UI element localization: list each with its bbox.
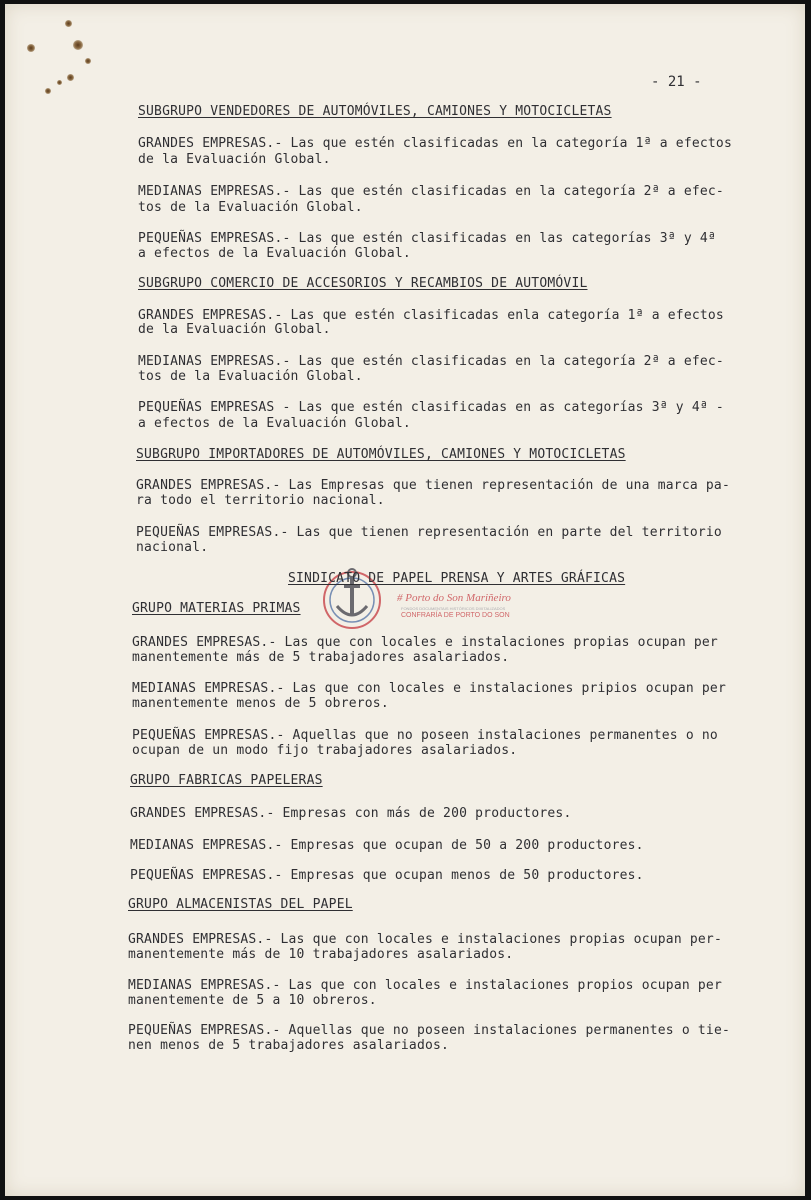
paragraph-line: ra todo el territorio nacional. — [136, 493, 385, 508]
paragraph-line: PEQUEÑAS EMPRESAS.- Las que estén clasificadas en las categorías 3ª y 4ª — [138, 231, 716, 246]
seal-title: # Porto do Son Mariñeiro — [397, 592, 511, 604]
heading-subgrupo-accesorios: SUBGRUPO COMERCIO DE ACCESORIOS Y RECAMBIOS DE AUTOMÓVIL — [138, 276, 588, 291]
paragraph-line: PEQUEÑAS EMPRESAS.- Empresas que ocupan menos de 50 productores. — [130, 868, 644, 883]
paragraph-line: PEQUEÑAS EMPRESAS.- Aquellas que no poseen instalaciones permanentes o no — [132, 728, 718, 743]
paragraph-line: manentemente menos de 5 obreros. — [132, 696, 389, 711]
paragraph-line: PEQUEÑAS EMPRESAS.- Aquellas que no poseen instalaciones permanentes o tie- — [128, 1023, 730, 1038]
heading-grupo-materias-primas: GRUPO MATERIAS PRIMAS — [132, 601, 301, 616]
paragraph-line: GRANDES EMPRESAS.- Las que estén clasificadas en la categoría 1ª a efectos — [138, 136, 732, 151]
foxing-stain — [65, 20, 72, 27]
paragraph-line: GRANDES EMPRESAS.- Las que con locales e instalaciones propias ocupan per — [132, 635, 718, 650]
paragraph-line: MEDIANAS EMPRESAS.- Empresas que ocupan de 50 a 200 productores. — [130, 838, 644, 853]
paragraph-line: nen menos de 5 trabajadores asalariados. — [128, 1038, 450, 1053]
page-number: - 21 - — [651, 74, 702, 90]
heading-subgrupo-vendedores: SUBGRUPO VENDEDORES DE AUTOMÓVILES, CAMIONES Y MOTOCICLETAS — [138, 104, 612, 119]
paragraph-line: nacional. — [136, 540, 209, 555]
paragraph-line: manentemente más de 5 trabajadores asalariados. — [132, 650, 510, 665]
paragraph-line: manentemente de 5 a 10 obreros. — [128, 993, 377, 1008]
paragraph-line: MEDIANAS EMPRESAS.- Las que estén clasificadas en la categoría 2ª a efec- — [138, 184, 724, 199]
paragraph-line: de la Evaluación Global. — [138, 152, 331, 167]
paragraph-line: GRANDES EMPRESAS.- Las Empresas que tienen representación de una marca pa- — [136, 478, 730, 493]
document-page — [5, 4, 805, 1196]
foxing-stain — [45, 88, 51, 94]
paragraph-line: a efectos de la Evaluación Global. — [138, 416, 411, 431]
heading-sindicato-papel: SINDICATO DE PAPEL PRENSA Y ARTES GRÁFICAS — [288, 571, 626, 586]
paragraph-line: GRANDES EMPRESAS.- Las que estén clasificadas enla categoría 1ª a efectos — [138, 308, 724, 323]
paragraph-line: MEDIANAS EMPRESAS.- Las que con locales e instalaciones propios ocupan per — [128, 978, 722, 993]
paragraph-line: tos de la Evaluación Global. — [138, 369, 363, 384]
heading-grupo-fabricas-papeleras: GRUPO FABRICAS PAPELERAS — [130, 773, 323, 788]
paragraph-line: tos de la Evaluación Global. — [138, 200, 363, 215]
seal-subtitle: FONDOS DOCUMENTAIS HISTÓRICOS DIXITALIZADOS — [401, 606, 506, 611]
paragraph-line: manentemente más de 10 trabajadores asalariados. — [128, 947, 514, 962]
foxing-stain — [85, 58, 91, 64]
heading-grupo-almacenistas: GRUPO ALMACENISTAS DEL PAPEL — [128, 897, 353, 912]
paragraph-line: ocupan de un modo fijo trabajadores asalariados. — [132, 743, 518, 758]
paragraph-line: MEDIANAS EMPRESAS.- Las que con locales e instalaciones pripios ocupan per — [132, 681, 726, 696]
foxing-stain — [57, 80, 62, 85]
paragraph-line: MEDIANAS EMPRESAS.- Las que estén clasificadas en la categoría 2ª a efec- — [138, 354, 724, 369]
paragraph-line: GRANDES EMPRESAS.- Las que con locales e instalaciones propias ocupan per- — [128, 932, 722, 947]
foxing-stain — [27, 44, 35, 52]
paragraph-line: PEQUEÑAS EMPRESAS - Las que estén clasificadas en as categorías 3ª y 4ª - — [138, 400, 724, 415]
heading-subgrupo-importadores: SUBGRUPO IMPORTADORES DE AUTOMÓVILES, CAMIONES Y MOTOCICLETAS — [136, 447, 626, 462]
foxing-stain — [73, 40, 83, 50]
paragraph-line: de la Evaluación Global. — [138, 322, 331, 337]
paragraph-line: a efectos de la Evaluación Global. — [138, 246, 411, 261]
paragraph-line: GRANDES EMPRESAS.- Empresas con más de 200 productores. — [130, 806, 572, 821]
foxing-stain — [67, 74, 74, 81]
paragraph-line: PEQUEÑAS EMPRESAS.- Las que tienen representación en parte del territorio — [136, 525, 722, 540]
seal-name: CONFRARÍA DE PORTO DO SON — [401, 612, 510, 619]
